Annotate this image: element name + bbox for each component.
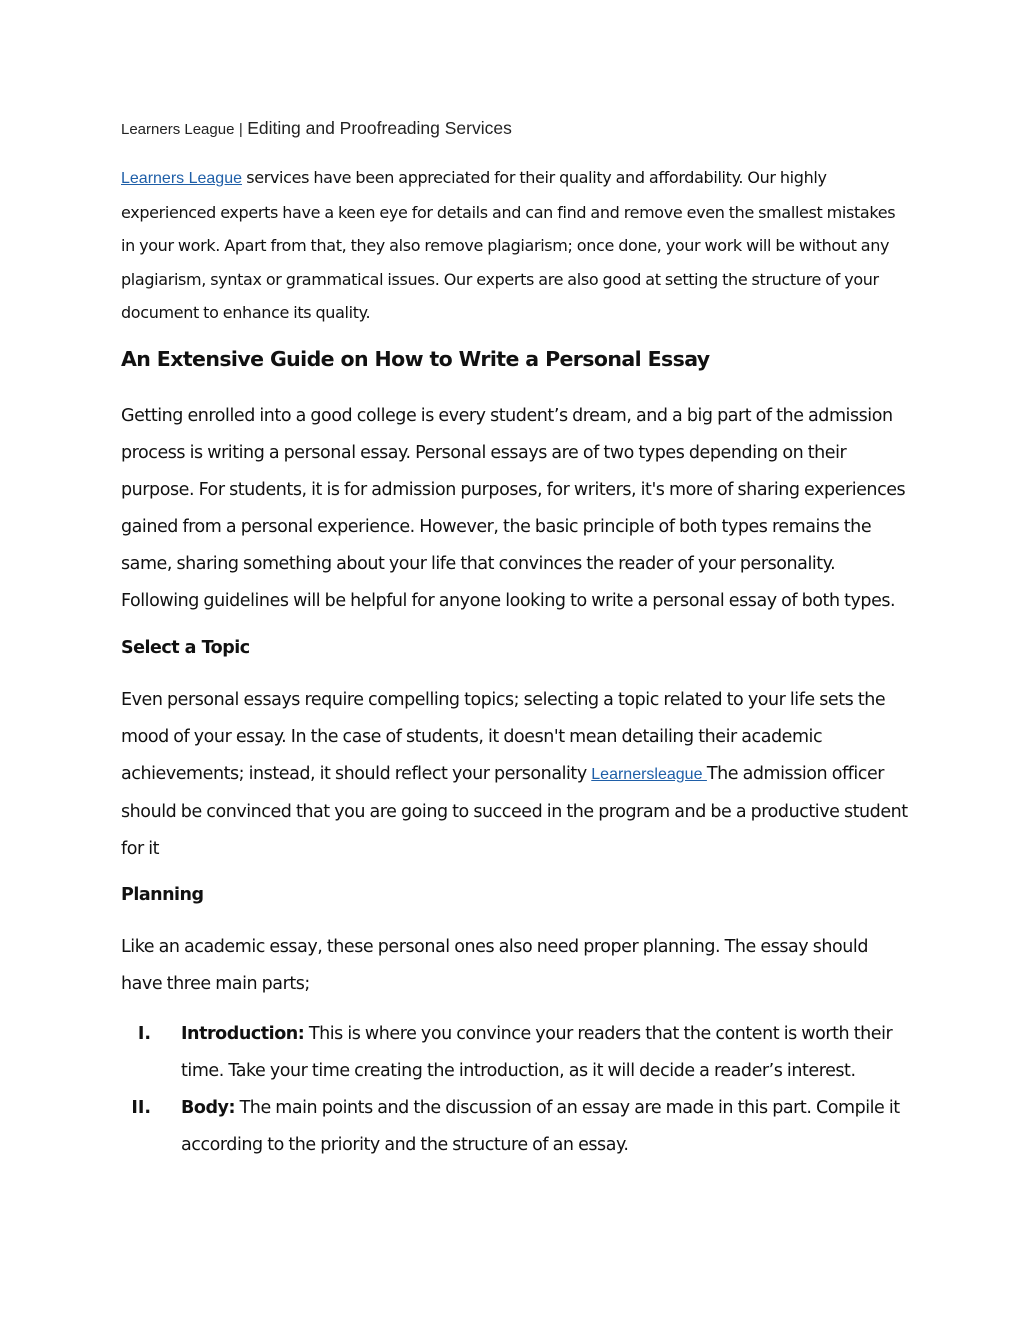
list-item [121, 1016, 911, 1090]
paragraph-1: Getting enrolled into a good college is every student’s dream, and a big part of the admission process is writing a personal essay. Personal essays are of two types depending on their purpose. For students, it is for admission purposes, for writers, it's more of sharing experiences gained from a personal experience. However, the basic principle of both types remains the same, sharing something about your life that convinces the reader of your personality. Following guidelines will be helpful for anyone looking to write a personal essay of both types. [121, 406, 906, 611]
learnersleague-link[interactable]: Learnersleague [591, 765, 707, 783]
list-text: The main points and the discussion of an essay are made in this part. Compile it according to the priority and the structure of an essay. [181, 1097, 900, 1155]
intro-link[interactable]: Learners League [121, 170, 242, 187]
list-item [121, 1090, 911, 1164]
header-title: Editing and Proofreading Services [247, 118, 512, 138]
document-header [121, 118, 512, 139]
header-brand: Learners League [121, 121, 235, 138]
list-term: Body: [181, 1097, 236, 1118]
list-text: This is where you convince your readers that the content is worth their time. Take your time creating the introduction, as it will decide a reader’s interest. [181, 1024, 893, 1081]
section-heading-select-topic: Select a Topic [121, 638, 250, 658]
select-topic-text: Even personal essays require compelling topics; selecting a topic related to your life sets the mood of your essay. In the case of students, it doesn't mean detailing their academic achievements; instead, it should reflect your personality [121, 690, 886, 784]
list-marker: I. [137, 1024, 151, 1044]
intro-text: services have been appreciated for their quality and affordability. Our highly experienced experts have a keen eye for details and can find and remove even the smallest mistakes in your work. Apart from that, they also remove plagiarism; once done, your work will be without any plagiarism, syntax or grammatical issues. Our experts are also good at setting the structure of your document to enhance its quality. [121, 168, 896, 323]
list-marker: II. [131, 1097, 151, 1118]
paragraph-select-topic [121, 682, 911, 868]
planning-parts-list [121, 1016, 911, 1164]
article-heading: An Extensive Guide on How to Write a Personal Essay [121, 347, 710, 371]
select-topic-text-continued: The admission officer should be convinced that you are going to succeed in the program and be a productive student for it [121, 763, 908, 859]
section-heading-planning: Planning [121, 885, 204, 905]
header-separator: | [238, 121, 243, 138]
paragraph-planning: Like an academic essay, these personal ones also need proper planning. The essay should have three main parts; [121, 937, 868, 994]
list-term: Introduction: [181, 1024, 305, 1044]
intro-paragraph [121, 161, 911, 330]
